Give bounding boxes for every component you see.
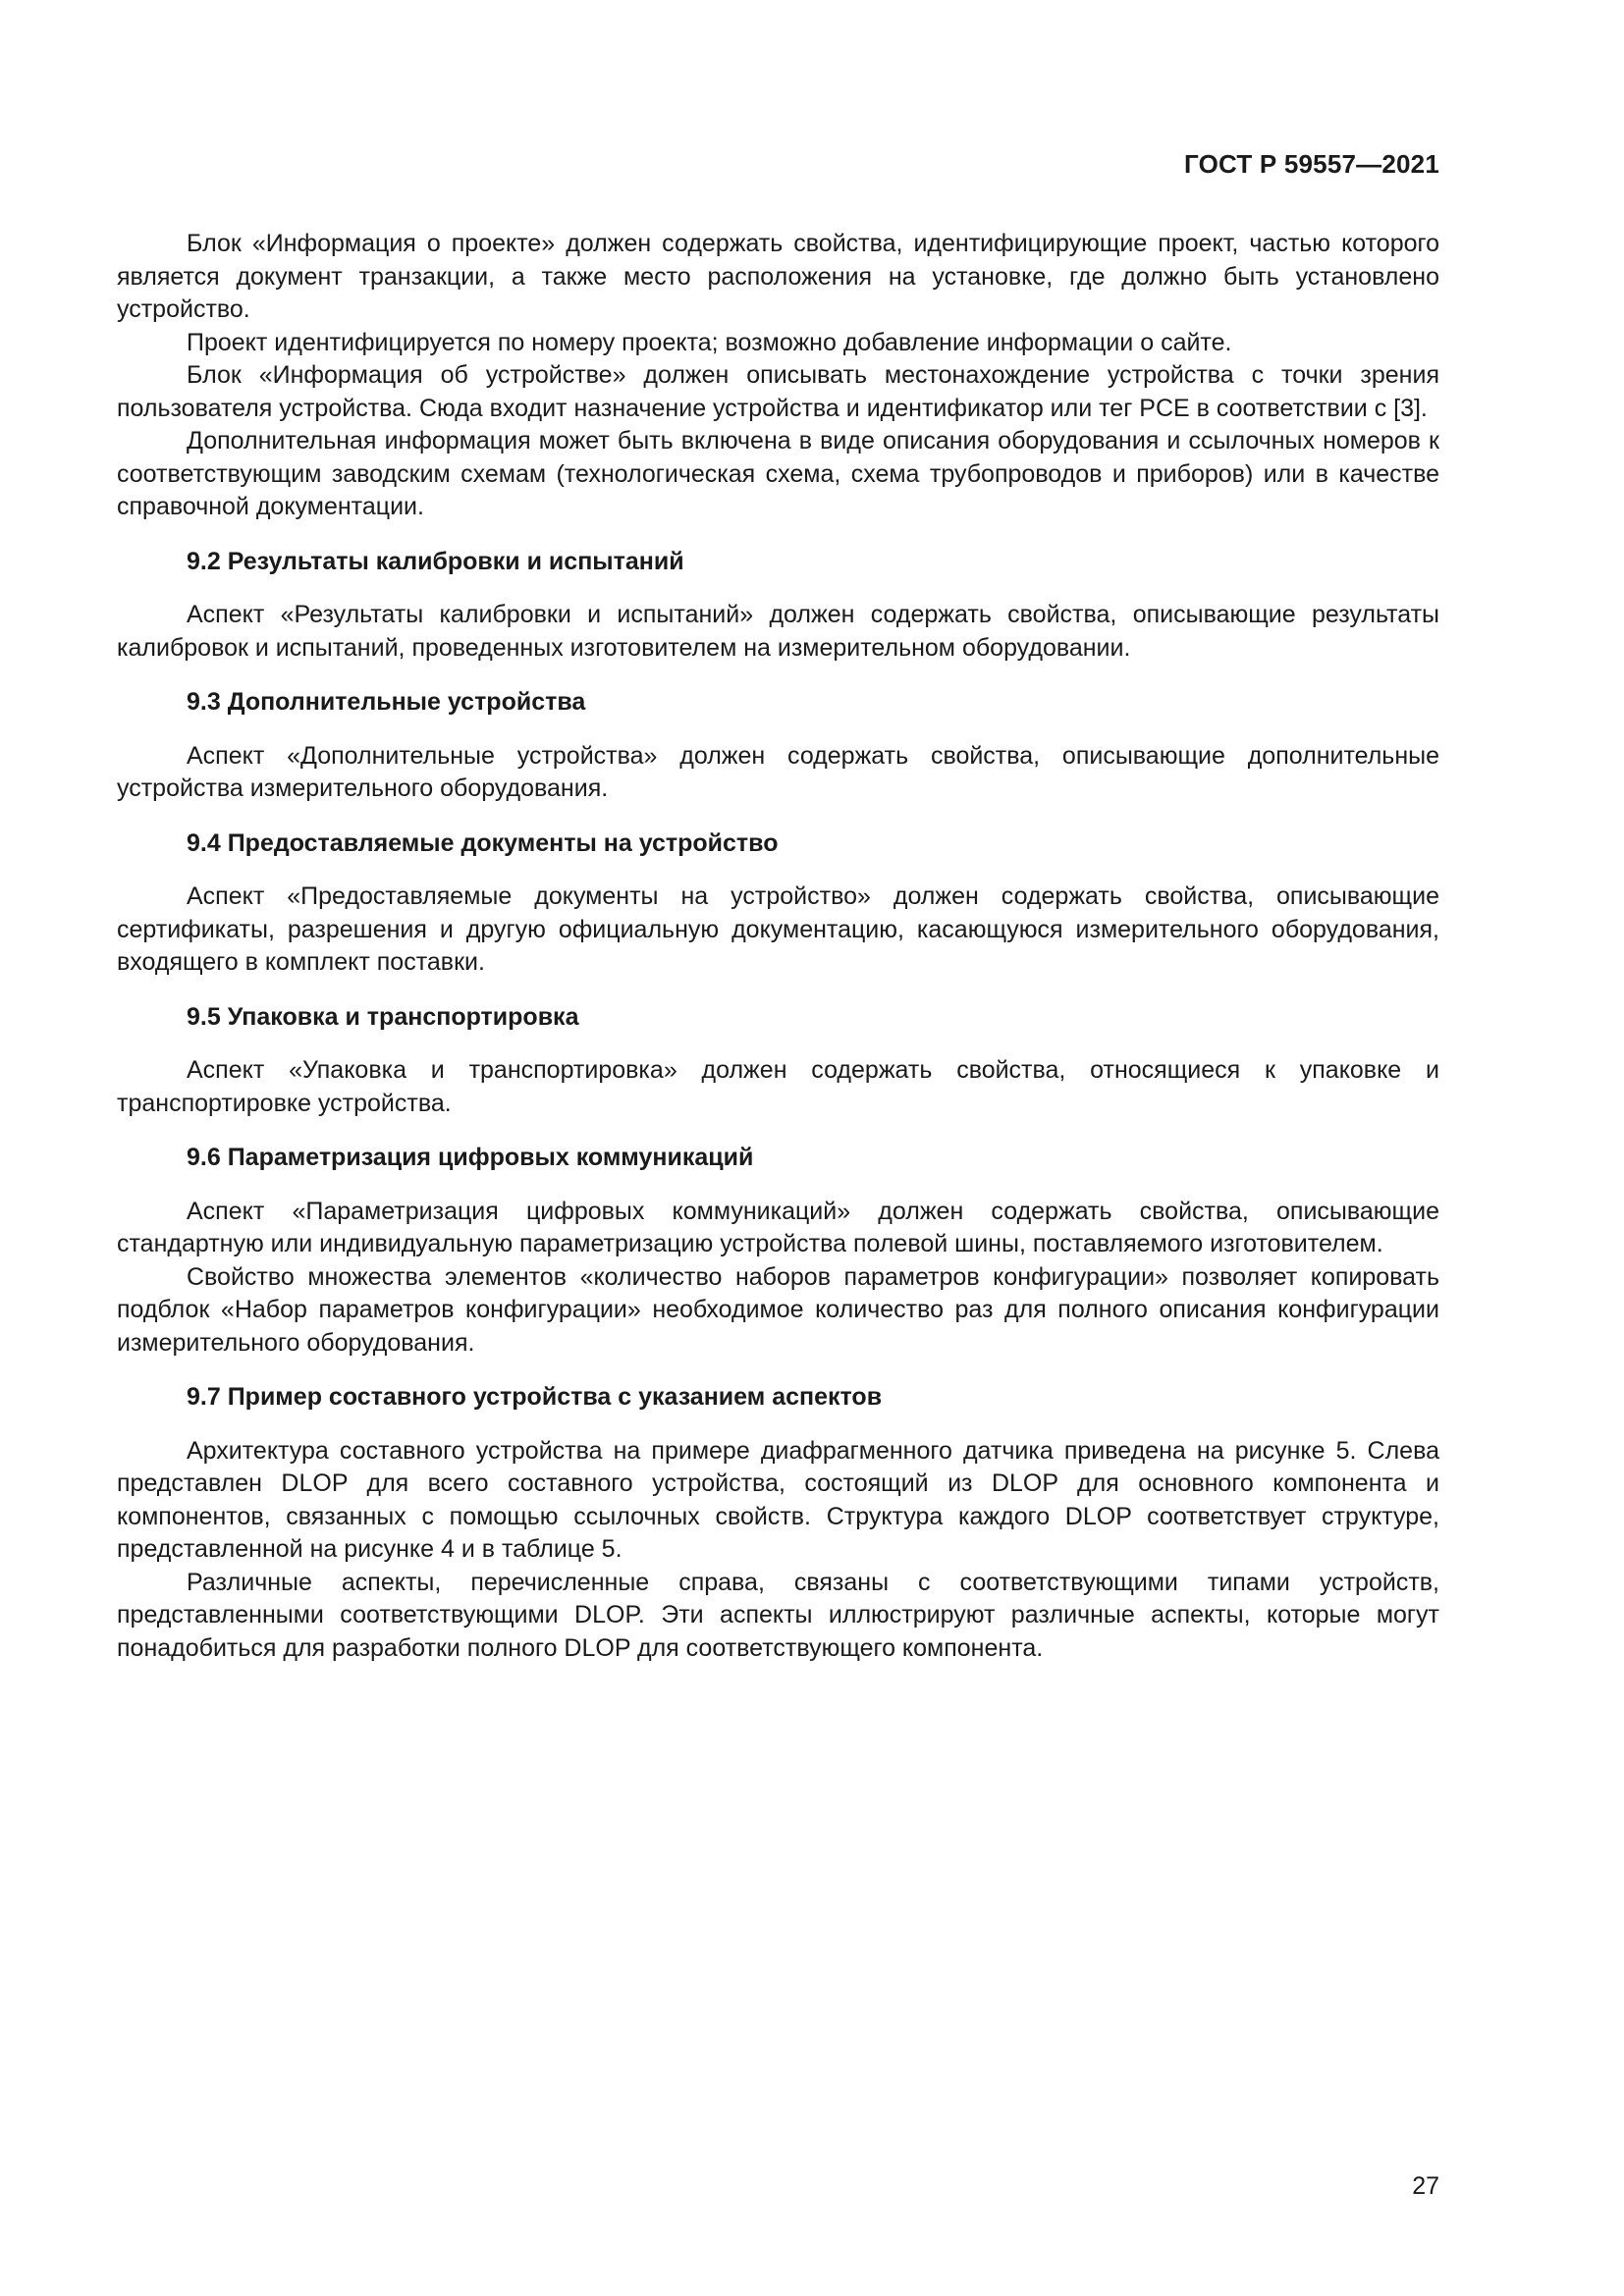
section-heading: 9.2 Результаты калибровки и испытаний [187,547,684,575]
section-9-2 [117,546,1439,666]
paragraph: Архитектура составного устройства на примере диафрагменного датчика приведена на рисунке 5. Слева представлен DLOP для всего составного устройства, состоящий из DLOP для основного компонента и компонентов, связанных с помощью ссылочных свойств. Структура каждого DLOP соответствует структуре, представленной на рисунке 4 и в таблице 5. [117,1436,1439,1563]
paragraph: Аспект «Результаты калибровки и испытаний» должен содержать свойства, описывающие результаты калибровок и испытаний, проведенных изготовителем на измерительном оборудовании. [117,601,1439,662]
paragraph: Аспект «Упаковка и транспортировка» должен содержать свойства, относящиеся к упаковке и транспортировке устройства. [117,1056,1439,1117]
paragraph: Аспект «Дополнительные устройства» должен содержать свойства, описывающие дополнительные устройства измерительного оборудования. [117,741,1439,802]
paragraph: Блок «Информация об устройстве» должен описывать местонахождение устройства с точки зрения пользователя устройства. Сюда входит назначение устройства и идентификатор или тег PCE в соответствии с [3]. [117,361,1439,422]
section-heading: 9.5 Упаковка и транспортировка [187,1002,579,1031]
section-heading: 9.4 Предоставляемые документы на устройство [187,828,779,857]
paragraph: Аспект «Предоставляемые документы на устройство» должен содержать свойства, описывающие сертификаты, разрешения и другую официальную документацию, касающуюся измерительного оборудования, входящего в комплект поставки. [117,882,1439,976]
section-9-4 [117,828,1439,980]
intro-block [117,228,1439,524]
paragraph: Блок «Информация о проекте» должен содержать свойства, идентифицирующие проект, частью которого является документ транзакции, а также место расположения на установке, где должно быть установлено устройство. [117,230,1439,323]
document-code: ГОСТ Р 59557—2021 [1184,149,1439,179]
paragraph: Свойство множества элементов «количество наборов параметров конфигурации» позволяет копировать подблок «Набор параметров конфигурации» необходимое количество раз для полного описания конфигурации измерительного оборудования. [117,1262,1439,1357]
section-9-7 [117,1381,1439,1665]
section-heading: 9.6 Параметризация цифровых коммуникаций [187,1144,754,1171]
page-body [117,228,1439,1665]
section-9-3 [117,686,1439,806]
page-number: 27 [1412,2172,1439,2200]
section-9-6 [117,1142,1439,1360]
paragraph: Дополнительная информация может быть включена в виде описания оборудования и ссылочных номеров к соответствующим заводским схемам (технологическая схема, схема трубопроводов и приборов) или в качестве справочной документации. [117,427,1439,520]
section-heading: 9.7 Пример составного устройства с указанием аспектов [187,1383,883,1411]
paragraph: Аспект «Параметризация цифровых коммуникаций» должен содержать свойства, описывающие стандартную или индивидуальную параметризацию устройства полевой шины, поставляемого изготовителем. [117,1197,1439,1257]
paragraph: Проект идентифицируется по номеру проекта; возможно добавление информации о сайте. [187,328,1232,356]
section-heading: 9.3 Дополнительные устройства [187,688,586,716]
paragraph: Различные аспекты, перечисленные справа, связаны с соответствующими типами устройств, представленными соответствующими DLOP. Эти аспекты иллюстрируют различные аспекты, которые могут понадобиться для разработки полного DLOP для соответствующего компонента. [117,1568,1439,1662]
section-9-5 [117,1001,1439,1121]
